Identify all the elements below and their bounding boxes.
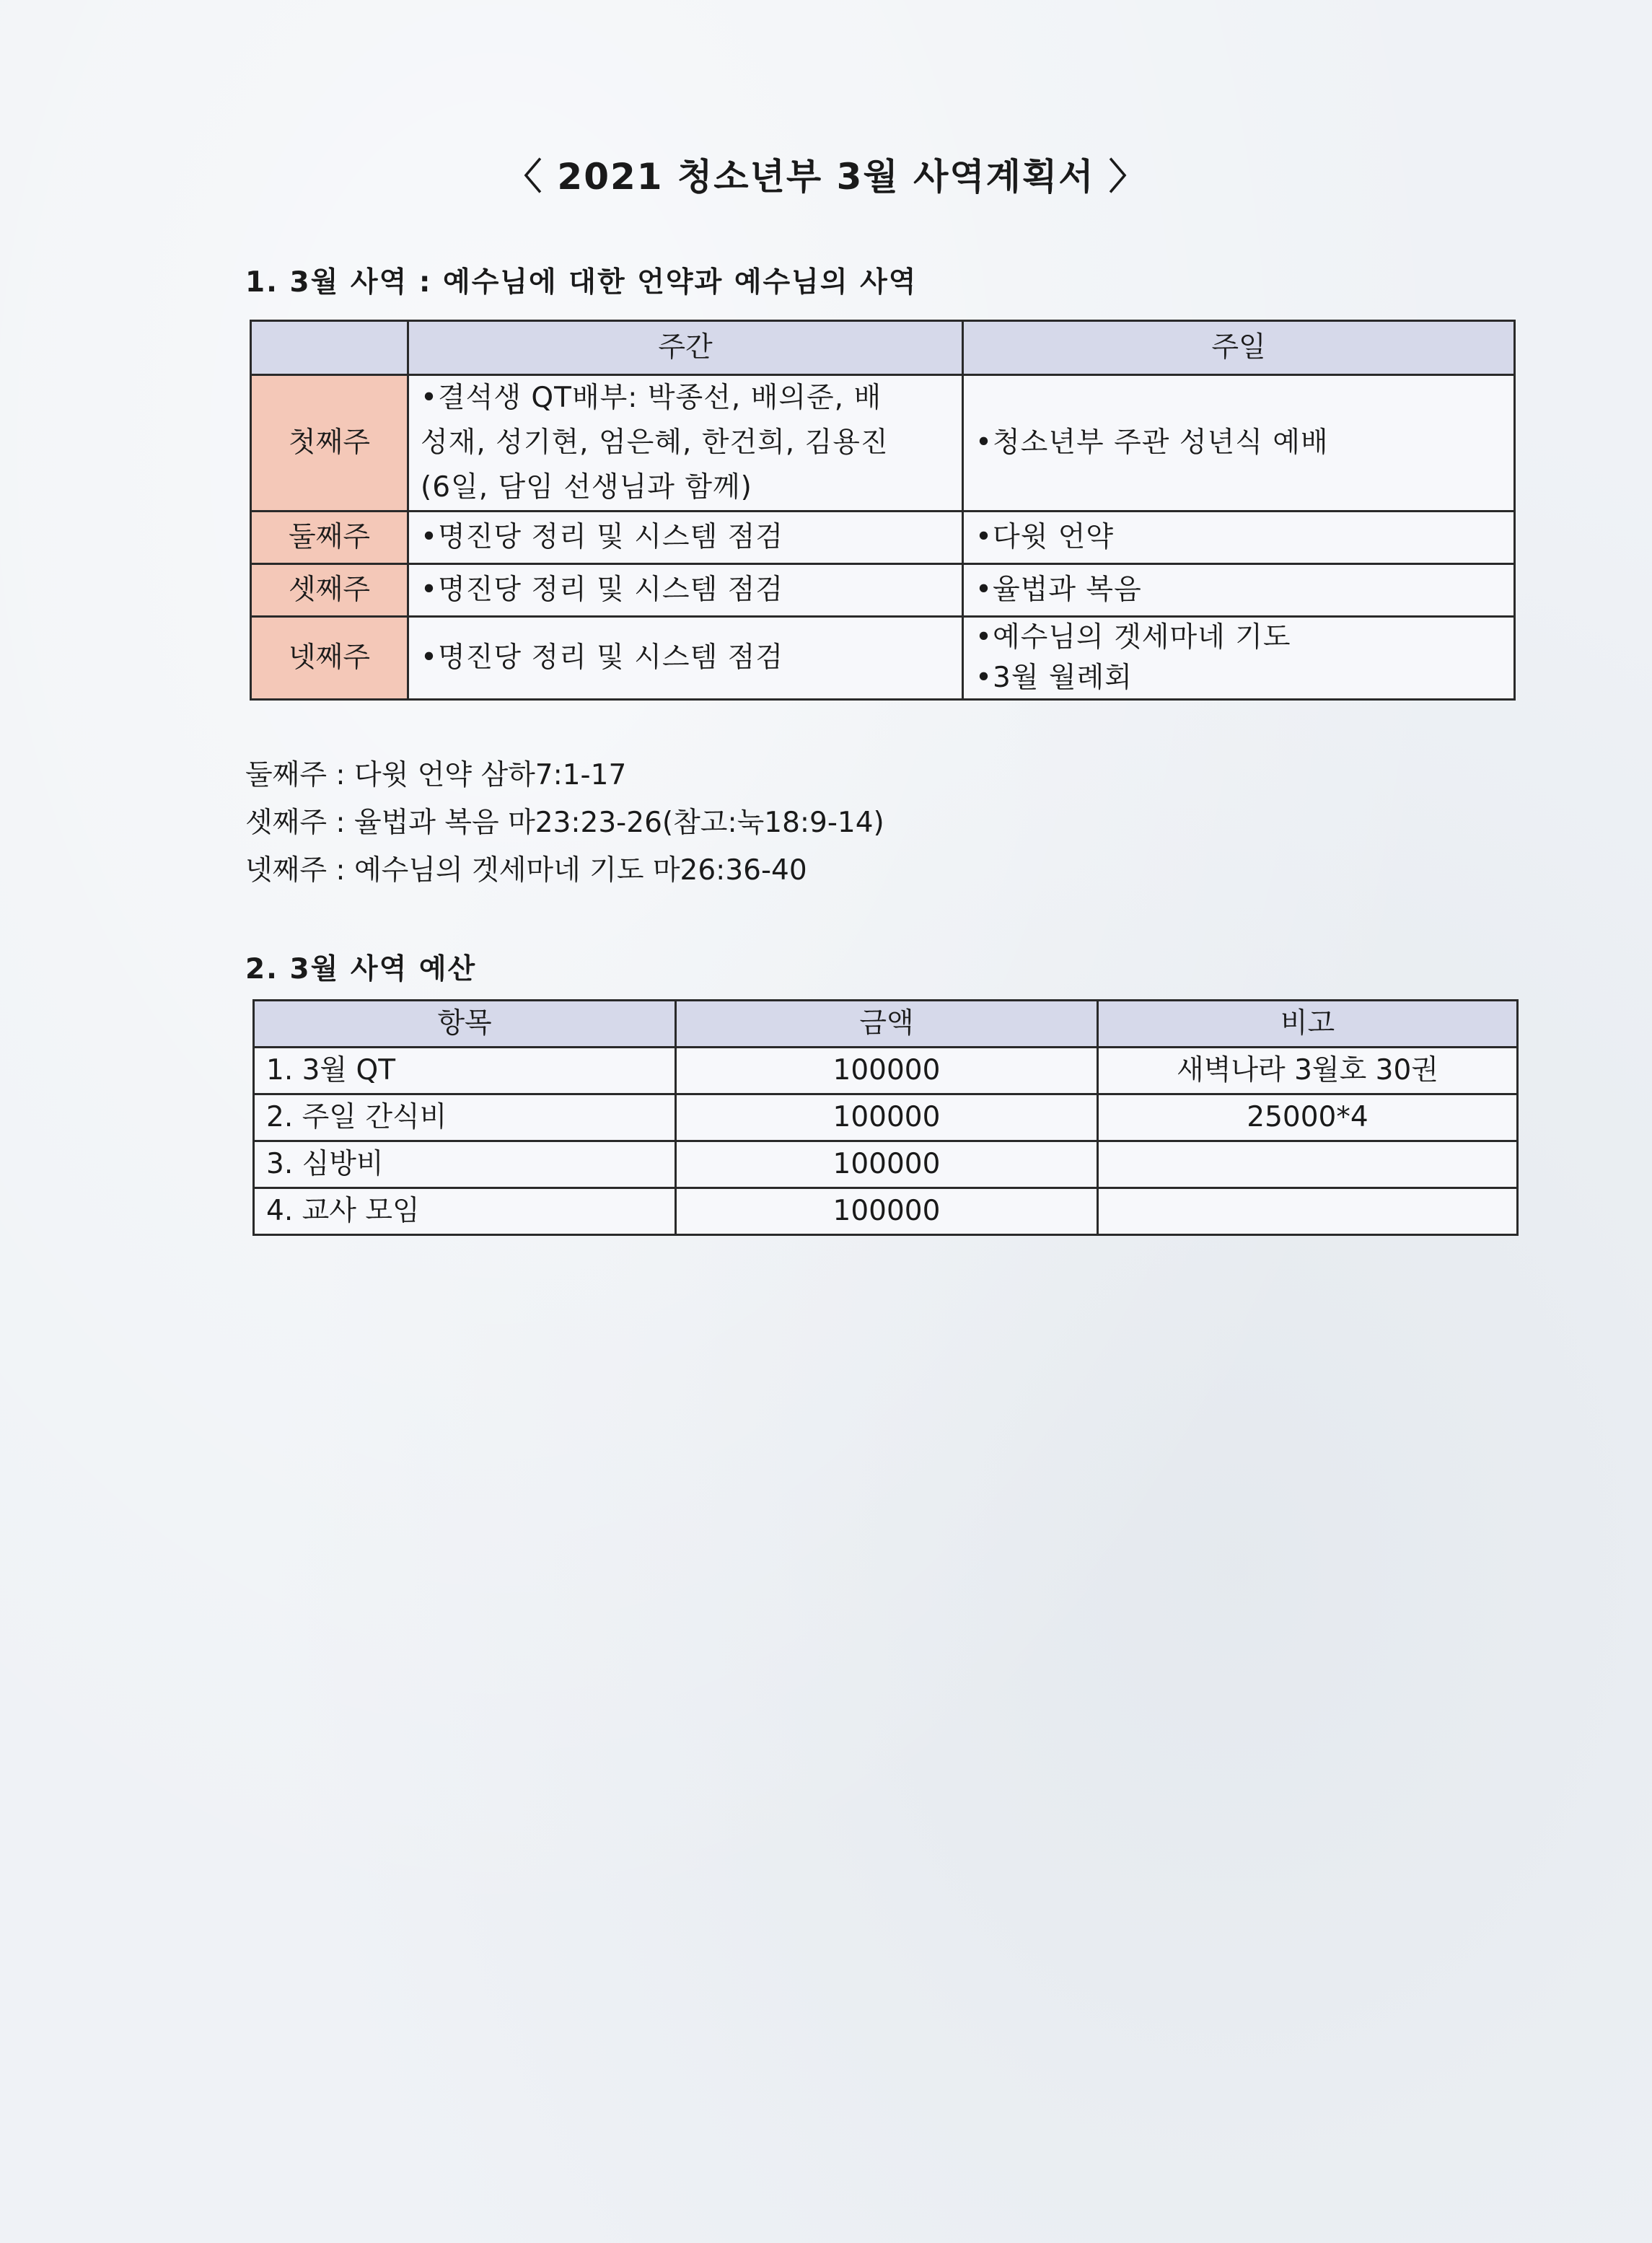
plan-sunday-cell bbox=[963, 375, 1515, 512]
ministry-plan-table bbox=[250, 320, 1516, 701]
budget-amount: 100000 bbox=[676, 1141, 1098, 1188]
budget-item: 1. 3월 QT bbox=[254, 1048, 676, 1094]
plan-weekday-line: 성재, 성기현, 엄은혜, 한건희, 김용진 bbox=[421, 426, 889, 459]
budget-row bbox=[254, 1141, 1518, 1188]
section-2-heading: 2. 3월 사역 예산 bbox=[245, 953, 477, 986]
plan-row-week-3 bbox=[251, 564, 1515, 617]
plan-week-label: 첫째주 bbox=[251, 375, 408, 512]
plan-row-week-4 bbox=[251, 617, 1515, 700]
document-title: 〈 2021 청소년부 3월 사역계획서 〉 bbox=[506, 156, 1146, 198]
budget-note bbox=[1098, 1188, 1518, 1235]
budget-item: 2. 주일 간식비 bbox=[254, 1094, 676, 1141]
plan-header-week bbox=[251, 321, 408, 375]
plan-sunday-line: •청소년부 주관 성년식 예배 bbox=[975, 426, 1329, 459]
plan-weekday-line: •명진당 정리 및 시스템 점검 bbox=[421, 521, 784, 553]
budget-header-item: 항목 bbox=[254, 1001, 676, 1048]
scripture-reference-line: 넷째주 : 예수님의 겟세마네 기도 마26:36-40 bbox=[245, 854, 807, 887]
plan-row-week-1 bbox=[251, 375, 1515, 512]
budget-item: 3. 심방비 bbox=[254, 1141, 676, 1188]
plan-sunday-line: •예수님의 겟세마네 기도 bbox=[975, 621, 1291, 654]
scripture-reference-line: 둘째주 : 다윗 언약 삼하7:1-17 bbox=[245, 759, 627, 791]
plan-table-header-row bbox=[251, 321, 1515, 375]
budget-note bbox=[1098, 1141, 1518, 1188]
plan-sunday-cell bbox=[963, 617, 1515, 700]
plan-row-week-2 bbox=[251, 512, 1515, 564]
plan-sunday-cell bbox=[963, 564, 1515, 617]
budget-table bbox=[252, 999, 1519, 1236]
plan-week-label: 넷째주 bbox=[251, 617, 408, 700]
budget-row bbox=[254, 1188, 1518, 1235]
plan-weekday-line: (6일, 담임 선생님과 함께) bbox=[421, 471, 752, 504]
section-1-heading: 1. 3월 사역 : 예수님에 대한 언약과 예수님의 사역 bbox=[245, 266, 918, 299]
scripture-references bbox=[245, 752, 884, 895]
budget-note: 새벽나라 3월호 30권 bbox=[1098, 1048, 1518, 1094]
plan-sunday-line: •다윗 언약 bbox=[975, 521, 1115, 553]
plan-weekday-line: •결석생 QT배부: 박종선, 배의준, 배 bbox=[421, 382, 882, 414]
budget-row bbox=[254, 1094, 1518, 1141]
plan-week-label: 셋째주 bbox=[251, 564, 408, 617]
plan-weekday-line: •명진당 정리 및 시스템 점검 bbox=[421, 641, 784, 674]
plan-weekday-line: •명진당 정리 및 시스템 점검 bbox=[421, 574, 784, 606]
budget-item: 4. 교사 모임 bbox=[254, 1188, 676, 1235]
budget-header-note: 비고 bbox=[1098, 1001, 1518, 1048]
budget-amount: 100000 bbox=[676, 1094, 1098, 1141]
budget-amount: 100000 bbox=[676, 1188, 1098, 1235]
budget-amount: 100000 bbox=[676, 1048, 1098, 1094]
plan-weekday-cell bbox=[408, 564, 963, 617]
plan-weekday-cell bbox=[408, 512, 963, 564]
budget-table-header-row bbox=[254, 1001, 1518, 1048]
budget-row bbox=[254, 1048, 1518, 1094]
scripture-reference-line: 셋째주 : 율법과 복음 마23:23-26(참고:눅18:9-14) bbox=[245, 807, 884, 839]
budget-note: 25000*4 bbox=[1098, 1094, 1518, 1141]
plan-header-weekday: 주간 bbox=[408, 321, 963, 375]
plan-header-sunday: 주일 bbox=[963, 321, 1515, 375]
plan-weekday-cell bbox=[408, 617, 963, 700]
plan-sunday-cell bbox=[963, 512, 1515, 564]
plan-week-label: 둘째주 bbox=[251, 512, 408, 564]
plan-weekday-cell bbox=[408, 375, 963, 512]
plan-sunday-line: •3월 월례회 bbox=[975, 662, 1133, 694]
plan-sunday-line: •율법과 복음 bbox=[975, 574, 1142, 606]
budget-header-amount: 금액 bbox=[676, 1001, 1098, 1048]
